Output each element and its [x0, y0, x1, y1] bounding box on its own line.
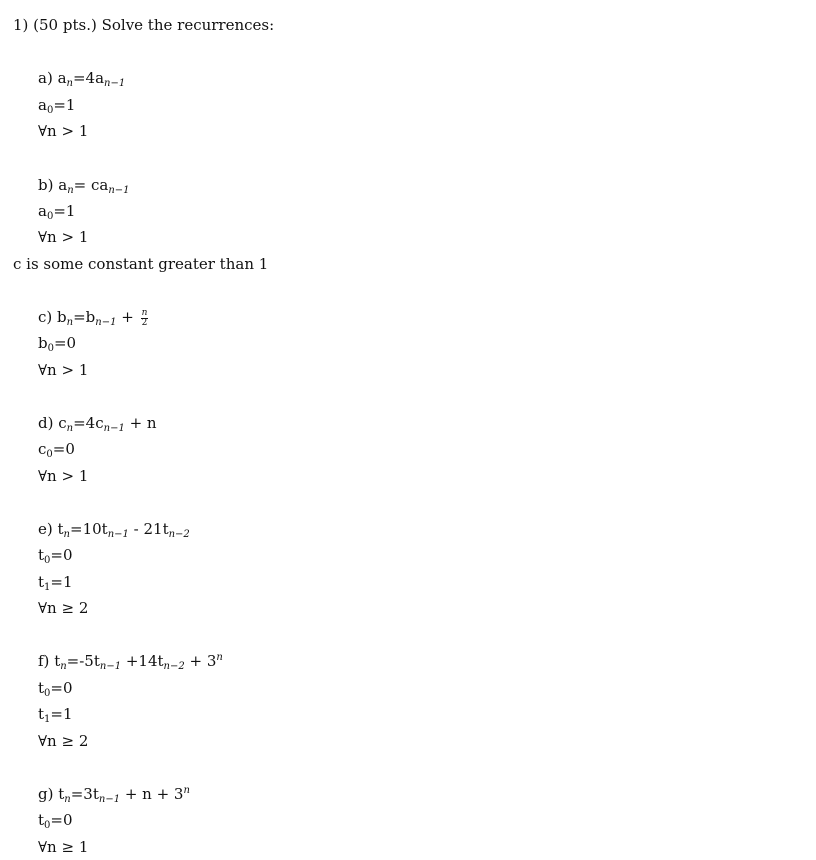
problem-b-note: c is some constant greater than 1	[13, 255, 269, 273]
problem-a-equation: a) $a_n=4a_{n-1}$	[38, 69, 126, 89]
problem-b-initial-0: $a_0=1$	[38, 202, 76, 222]
problem-d-domain: ∀n > 1	[38, 467, 89, 485]
question-header: 1) (50 pts.) Solve the recurrences:	[13, 16, 275, 34]
problem-c-domain: ∀n > 1	[38, 361, 89, 379]
problem-f-equation: f) $t_n=-5t_{n-1} +14t_{n-2} + 3^n$	[38, 652, 223, 672]
problem-a-domain: ∀n > 1	[38, 122, 89, 140]
problem-d-initial-0: $c_0=0$	[38, 440, 75, 460]
problem-b-equation: b) $a_n= ca_{n-1}$	[38, 176, 130, 196]
problem-g-domain: ∀n ≥ 1	[38, 838, 89, 856]
fraction-n-over-2: $\frac{n}{2}$	[141, 307, 148, 328]
problem-b-domain: ∀n > 1	[38, 228, 89, 246]
problem-a-initial-0: $a_0=1$	[38, 96, 76, 116]
problem-f-initial-0: $t_0=0$	[38, 679, 73, 699]
problem-f-domain: ∀n ≥ 2	[38, 732, 89, 750]
problem-c-equation: c) $b_n=b_{n-1}$ + $\frac{n}{2}$	[38, 307, 148, 328]
problem-c-initial-0: $b_0=0$	[38, 334, 77, 354]
problem-e-initial-0: $t_0=0$	[38, 546, 73, 566]
problem-e-initial-1: $t_1=1$	[38, 573, 73, 593]
problem-e-domain: ∀n ≥ 2	[38, 599, 89, 617]
problem-f-initial-1: $t_1=1$	[38, 705, 73, 725]
problem-g-equation: g) $t_n=3t_{n-1} + n + 3^n$	[38, 785, 190, 805]
problem-d-equation: d) $c_n=4c_{n-1} + n$	[38, 414, 157, 434]
problem-e-equation: e) $t_n=10t_{n-1} - 21t_{n-2}$	[38, 520, 190, 540]
problem-g-initial-0: $t_0=0$	[38, 811, 73, 831]
